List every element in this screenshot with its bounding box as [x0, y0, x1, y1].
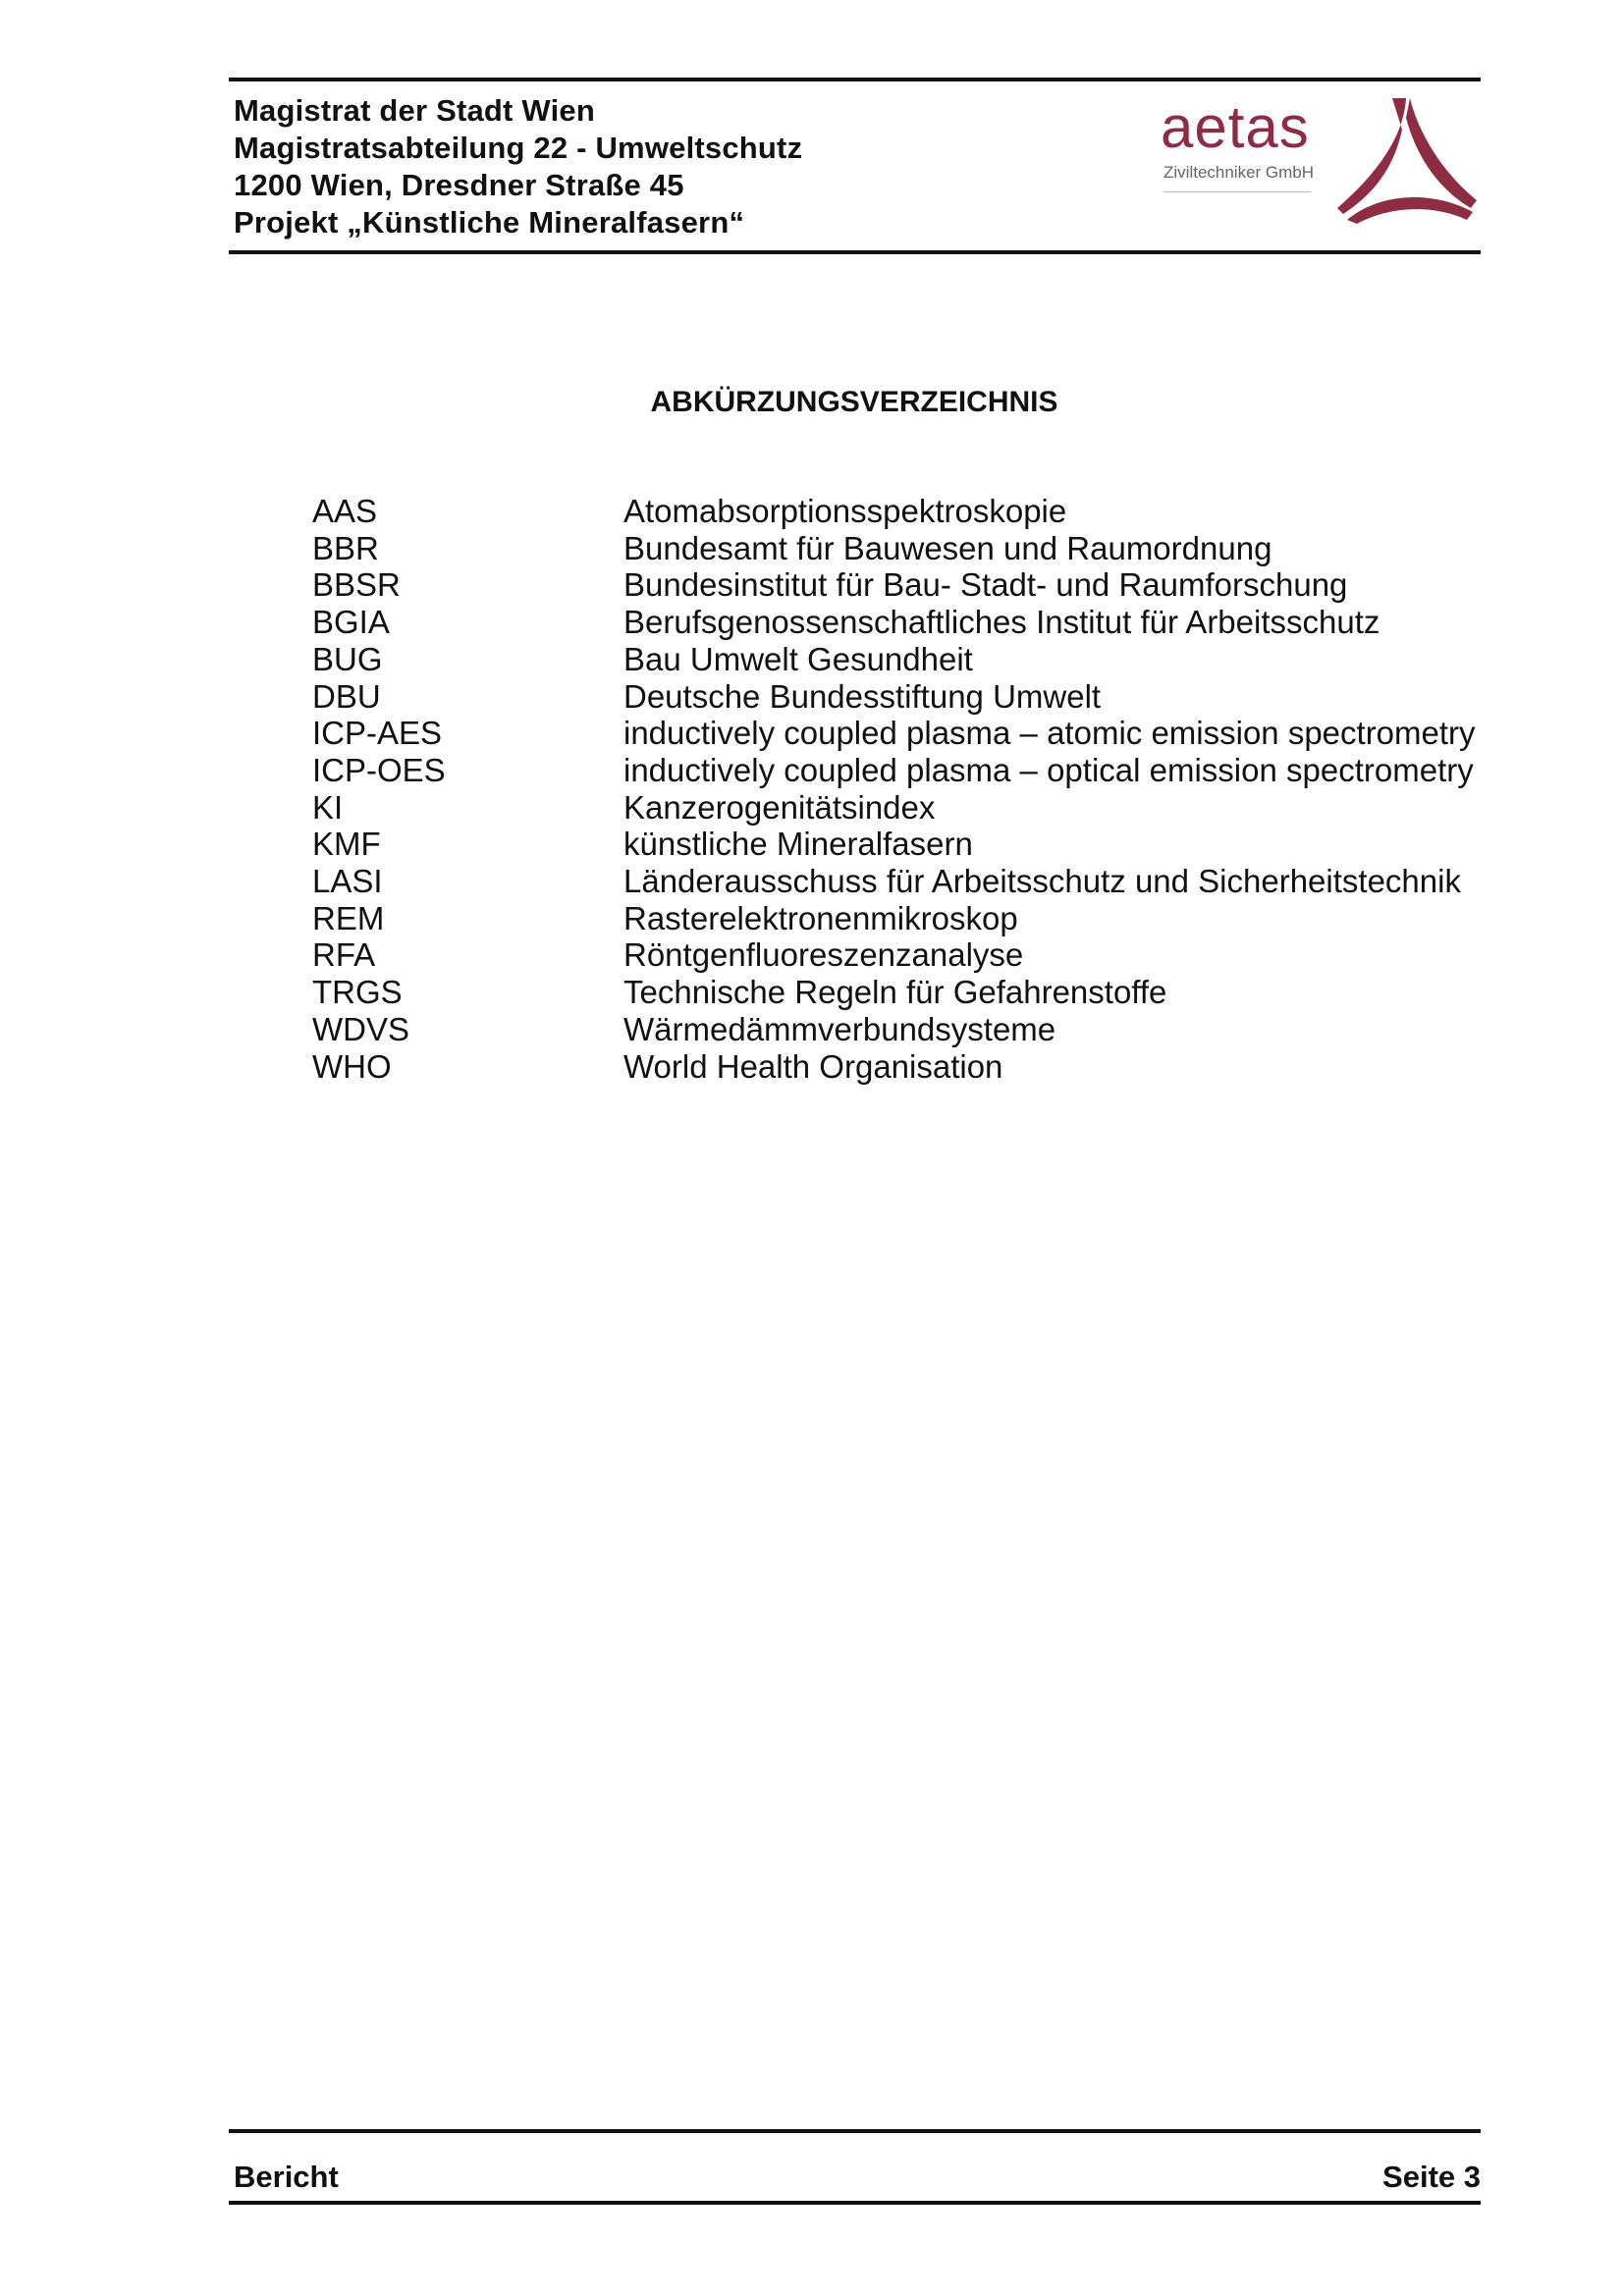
header-line-project: Projekt „Künstliche Mineralfasern“	[234, 205, 745, 240]
header-top-rule	[229, 78, 1481, 81]
page-title	[0, 385, 1623, 420]
abbreviation-long: Röntgenfluoreszenzanalyse	[623, 936, 1024, 974]
abbreviation-row-ki	[312, 789, 1490, 827]
abbreviation-list	[312, 493, 1490, 1085]
abbreviation-long: künstliche Mineralfasern	[623, 826, 973, 863]
abbreviation-row-icp-oes	[312, 752, 1490, 789]
abbreviation-long: Deutsche Bundesstiftung Umwelt	[623, 677, 1102, 715]
header-line-authority: Magistrat der Stadt Wien	[234, 93, 595, 128]
abbreviation-short: REM	[312, 899, 385, 936]
abbreviation-long: Technische Regeln für Gefahrenstoffe	[623, 974, 1167, 1011]
abbreviation-row-bbsr	[312, 566, 1490, 604]
header-address	[234, 92, 802, 241]
abbreviation-long: Bundesinstitut für Bau- Stadt- und Raumforschung	[623, 566, 1348, 604]
abbreviation-row-rfa	[312, 936, 1490, 974]
abbreviation-long: Atomabsorptionsspektroskopie	[623, 493, 1067, 529]
abbreviation-short: BBR	[312, 529, 379, 566]
abbreviation-row-lasi	[312, 863, 1490, 900]
footer-bottom-rule	[229, 2201, 1481, 2205]
abbreviation-row-wdvs	[312, 1011, 1490, 1048]
abbreviation-long: Bundesamt für Bauwesen und Raumordnung	[623, 529, 1272, 566]
abbreviation-row-trgs	[312, 974, 1490, 1011]
company-logo	[1159, 96, 1483, 234]
abbreviation-long: Kanzerogenitätsindex	[623, 788, 936, 826]
abbreviation-long: inductively coupled plasma – atomic emission spectrometry	[623, 715, 1476, 752]
abbreviation-short: DBU	[312, 677, 381, 715]
abbreviation-short: WDVS	[312, 1010, 409, 1047]
abbreviation-row-who	[312, 1048, 1490, 1086]
header-bottom-rule	[229, 250, 1481, 254]
abbreviation-short: ICP-AES	[312, 715, 443, 752]
abbreviation-short: LASI	[312, 863, 383, 900]
header-line-address: 1200 Wien, Dresdner Straße 45	[234, 168, 684, 202]
abbreviation-long: inductively coupled plasma – optical emission spectrometry	[623, 751, 1474, 788]
abbreviation-short: RFA	[312, 936, 376, 974]
logo-subtitle: Ziviltechniker GmbH	[1163, 163, 1315, 182]
abbreviation-row-rem	[312, 900, 1490, 937]
logo-underline	[1163, 191, 1311, 192]
abbreviation-short: WHO	[312, 1047, 392, 1085]
triangle-logo-icon	[1335, 98, 1478, 224]
abbreviation-row-bug	[312, 641, 1490, 678]
abbreviation-short: AAS	[312, 493, 378, 529]
abbreviation-long: Länderausschuss für Arbeitsschutz und Sicherheitstechnik	[623, 863, 1461, 900]
footer-page-number: Seite 3	[1382, 2160, 1481, 2194]
abbreviation-row-bbr	[312, 530, 1490, 567]
abbreviation-short: KI	[312, 788, 344, 826]
abbreviation-short: BGIA	[312, 604, 390, 641]
page-title-text: ABKÜRZUNGSVERZEICHNIS	[650, 386, 1058, 418]
abbreviation-long: Berufsgenossenschaftliches Institut für Arbeitsschutz	[623, 604, 1380, 641]
abbreviation-row-kmf	[312, 826, 1490, 863]
abbreviation-long: Rasterelektronenmikroskop	[623, 899, 1018, 936]
abbreviation-long: Bau Umwelt Gesundheit	[623, 640, 973, 677]
abbreviation-long: Wärmedämmverbundsysteme	[623, 1010, 1056, 1047]
footer-report-label: Bericht	[234, 2160, 339, 2194]
abbreviation-row-bgia	[312, 604, 1490, 641]
abbreviation-short: KMF	[312, 826, 381, 863]
abbreviation-row-dbu	[312, 678, 1490, 716]
abbreviation-short: ICP-OES	[312, 751, 446, 788]
logo-wordmark: aetas	[1161, 94, 1310, 160]
abbreviation-row-icp-aes	[312, 715, 1490, 752]
footer-top-rule	[229, 2129, 1481, 2133]
abbreviation-row-aas	[312, 493, 1490, 530]
abbreviation-short: BUG	[312, 640, 383, 677]
abbreviation-short: TRGS	[312, 974, 403, 1011]
abbreviation-short: BBSR	[312, 566, 401, 604]
abbreviation-long: World Health Organisation	[623, 1047, 1003, 1085]
header-line-department: Magistratsabteilung 22 - Umweltschutz	[234, 131, 803, 165]
